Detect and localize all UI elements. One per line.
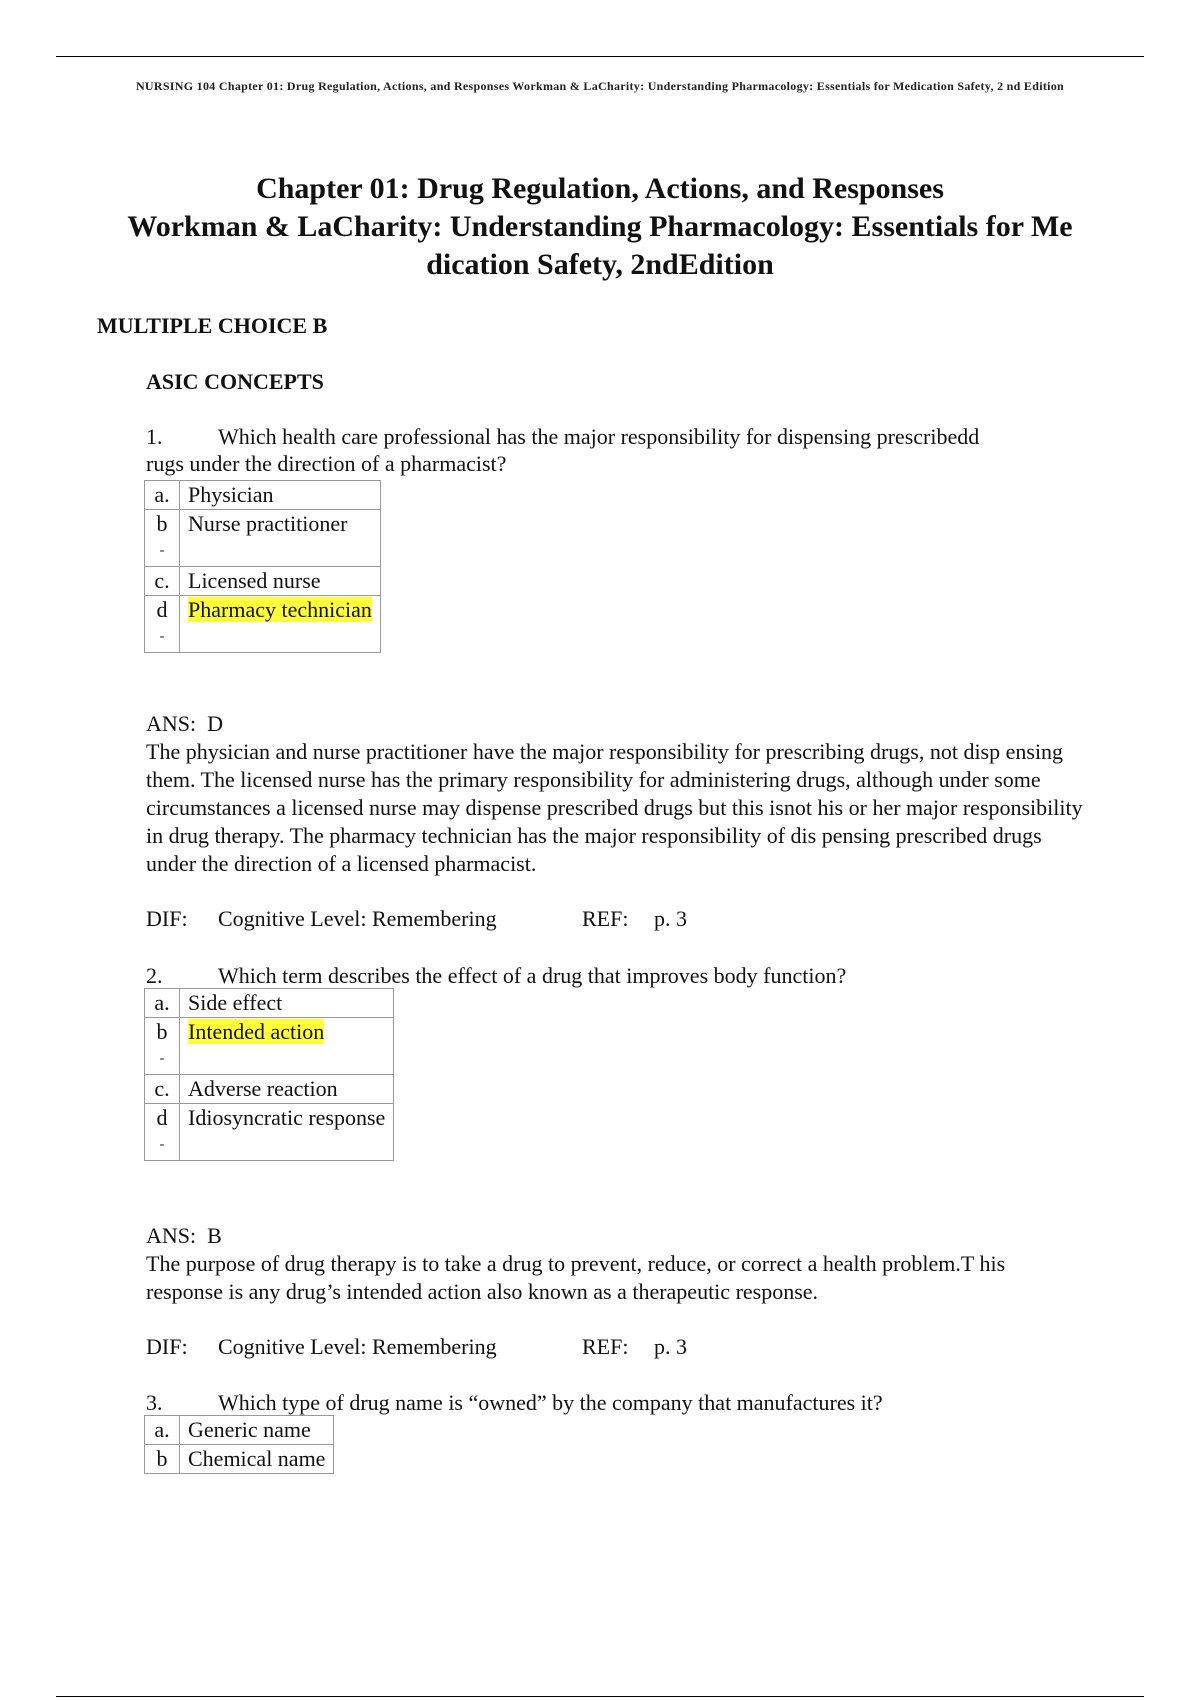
- ref-value: p. 3: [654, 1334, 687, 1359]
- question-number: 1.: [146, 424, 163, 449]
- question-3-choices: [144, 1415, 334, 1474]
- choice-row-correct[interactable]: [145, 1018, 394, 1075]
- question-stem-line: rugs under the direction of a pharmacist?: [146, 451, 507, 476]
- choice-text: [180, 1018, 394, 1075]
- metadata-line: [146, 906, 687, 932]
- question-1-stem: [146, 423, 1066, 477]
- running-header: NURSING 104 Chapter 01: Drug Regulation, Actions, and Responses Workman & LaCharity: Understanding Pharmacology: Essentials for Medication Safety, 2 nd Edition: [135, 79, 1065, 93]
- dif-value: Cognitive Level: Remembering: [218, 1334, 497, 1359]
- choice-row-correct[interactable]: [145, 596, 381, 653]
- choice-letter: c.: [145, 1075, 180, 1104]
- footer-rule: [56, 1696, 1144, 1697]
- section-heading: MULTIPLE CHOICE B: [97, 313, 328, 338]
- rationale: The physician and nurse practitioner have the major responsibility for prescribing drugs, not disp ensing them. The licensed nurse has the primary responsibility for administering drugs, although under some circumstances a licensed nurse may dispense prescribed drugs but this isnot his or her major responsibility in drug therapy. The pharmacy technician has the major responsibility of dis pensing prescribed drugs under the direction of a licensed pharmacist.: [146, 739, 1083, 876]
- choice-letter: a.: [145, 989, 180, 1018]
- choice-letter: c.: [145, 567, 180, 596]
- choice-text: Nurse practitioner: [180, 510, 381, 567]
- choice-letter: a.: [145, 1416, 180, 1445]
- dif-label: DIF:: [146, 906, 188, 931]
- ref-label: REF:: [582, 906, 629, 931]
- subsection-heading: ASIC CONCEPTS: [146, 369, 324, 394]
- choice-letter: b -: [145, 1018, 180, 1075]
- choice-row[interactable]: [145, 1445, 334, 1474]
- choice-text: [180, 596, 381, 653]
- choice-row[interactable]: [145, 481, 381, 510]
- title-line-3: dication Safety, 2ndEdition: [426, 248, 774, 281]
- question-2-stem: [146, 962, 1066, 989]
- choice-row[interactable]: [145, 989, 394, 1018]
- choice-row[interactable]: [145, 1075, 394, 1104]
- answer-value: D: [207, 711, 224, 736]
- header-rule: [56, 56, 1144, 57]
- choice-text: Chemical name: [180, 1445, 334, 1474]
- ref-label: REF:: [582, 1334, 629, 1359]
- rationale: The purpose of drug therapy is to take a drug to prevent, reduce, or correct a health problem.T his response is any drug’s intended action also known as a therapeutic response.: [146, 1251, 1006, 1304]
- question-3-stem: [146, 1389, 1066, 1416]
- choice-letter: b -: [145, 510, 180, 567]
- choice-letter: b: [145, 1445, 180, 1474]
- choice-row[interactable]: [145, 510, 381, 567]
- question-number: 3.: [146, 1390, 163, 1415]
- choice-letter: d -: [145, 596, 180, 653]
- choice-text: Side effect: [180, 989, 394, 1018]
- choice-text: Adverse reaction: [180, 1075, 394, 1104]
- choice-text: Licensed nurse: [180, 567, 381, 596]
- choice-text: Idiosyncratic response: [180, 1104, 394, 1161]
- choice-letter: d -: [145, 1104, 180, 1161]
- question-stem-line: Which type of drug name is “owned” by the company that manufactures it?: [218, 1390, 883, 1415]
- title-line-2: Workman & LaCharity: Understanding Pharmacology: Essentials for Me: [127, 210, 1073, 243]
- ref-value: p. 3: [654, 906, 687, 931]
- choice-text: Physician: [180, 481, 381, 510]
- dif-label: DIF:: [146, 1334, 188, 1359]
- answer-value: B: [207, 1223, 222, 1248]
- chapter-title: [80, 170, 1120, 284]
- choice-row[interactable]: [145, 1416, 334, 1445]
- choice-text: Generic name: [180, 1416, 334, 1445]
- question-1-choices: [144, 480, 381, 653]
- highlighted-answer: Pharmacy technician: [188, 597, 372, 622]
- answer-line: ANS: B: [146, 1223, 222, 1248]
- question-stem-line: Which term describes the effect of a drug that improves body function?: [218, 963, 847, 988]
- question-number: 2.: [146, 963, 163, 988]
- title-line-1: Chapter 01: Drug Regulation, Actions, and Responses: [256, 172, 944, 205]
- answer-line: ANS: D: [146, 711, 224, 736]
- choice-row[interactable]: [145, 1104, 394, 1161]
- dif-value: Cognitive Level: Remembering: [218, 906, 497, 931]
- question-2-choices: [144, 988, 394, 1161]
- choice-letter: a.: [145, 481, 180, 510]
- question-stem-line: Which health care professional has the major responsibility for dispensing prescribedd: [218, 424, 980, 449]
- metadata-line: [146, 1334, 687, 1360]
- highlighted-answer: Intended action: [188, 1019, 325, 1044]
- choice-row[interactable]: [145, 567, 381, 596]
